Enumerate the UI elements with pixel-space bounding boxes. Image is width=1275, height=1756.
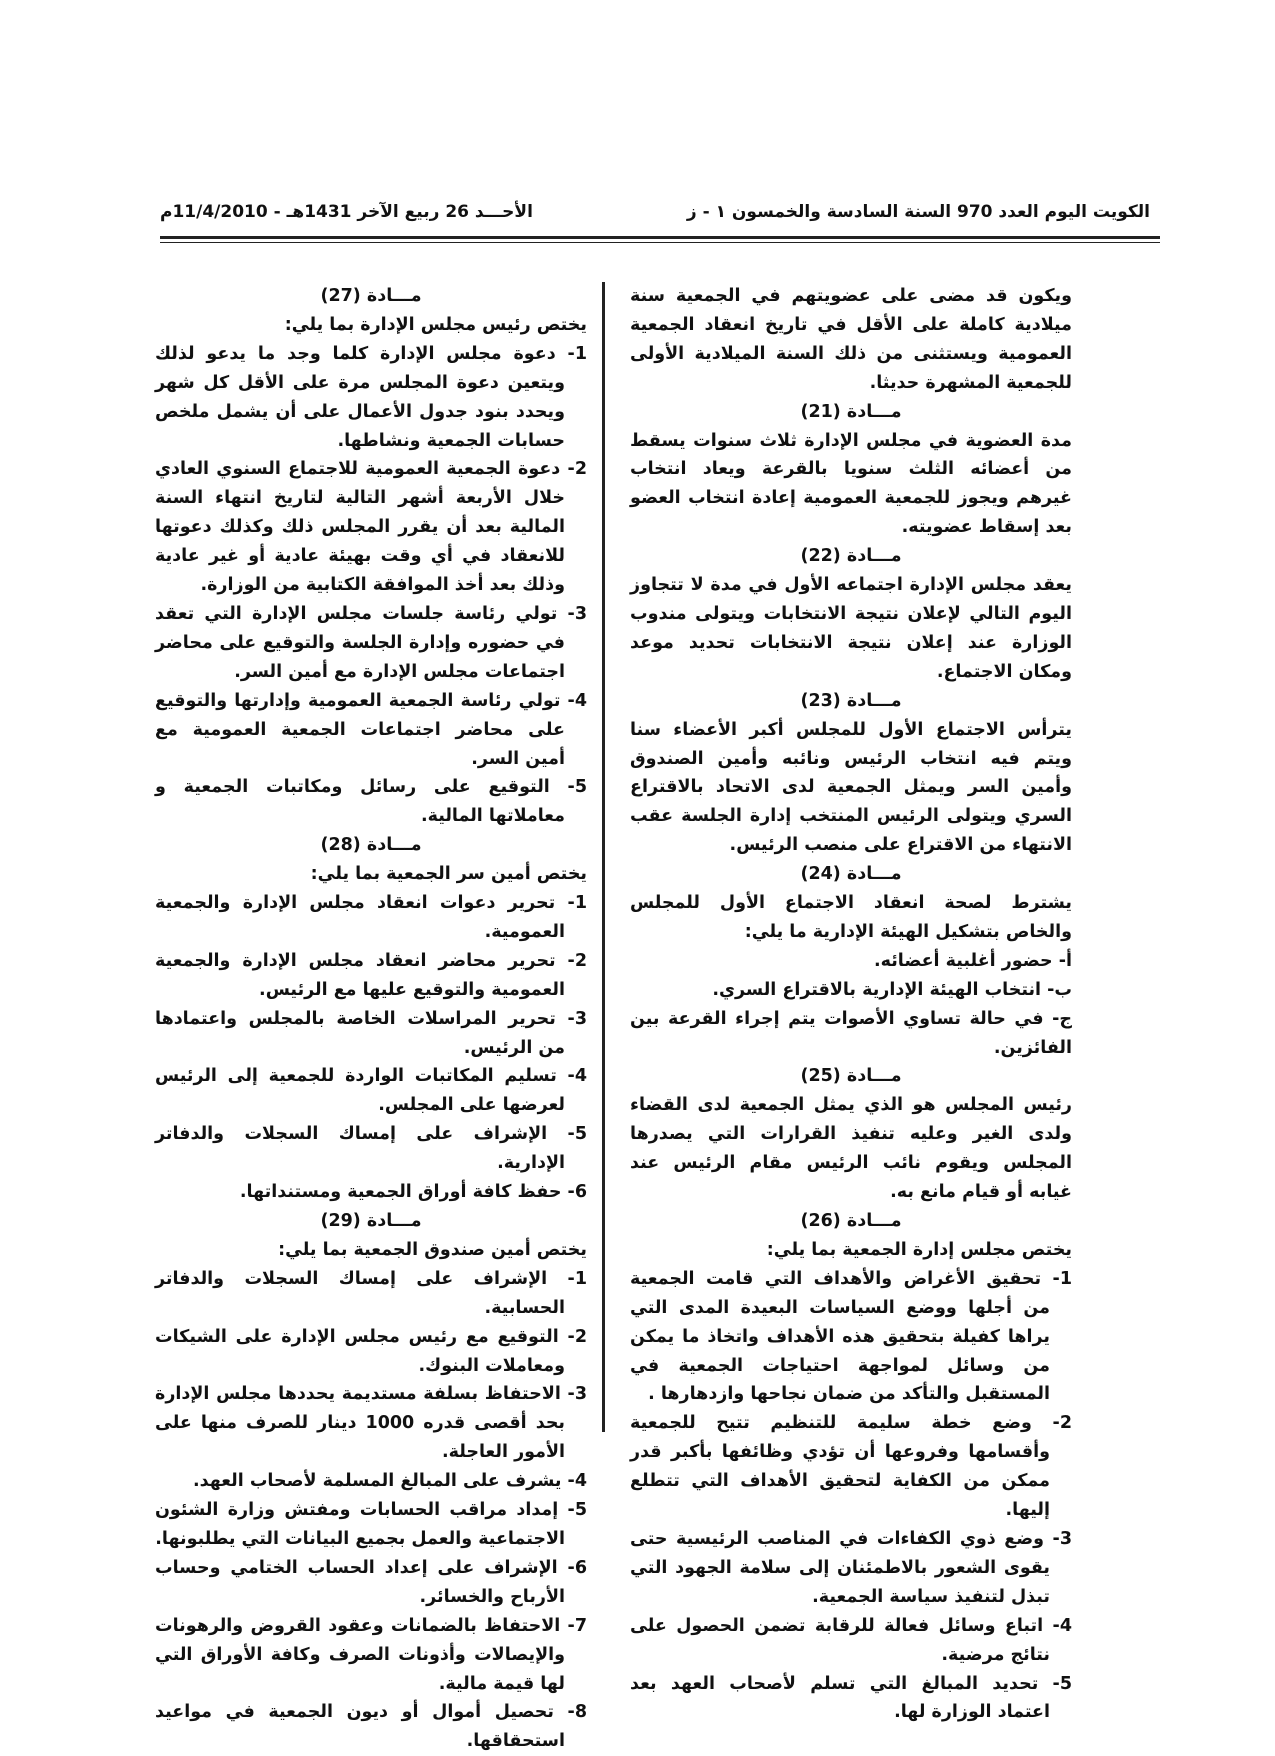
article-27-item: 4- تولي رئاسة الجمعية العمومية وإدارتها والتوقيع على محاضر اجتماعات الجمعية العمومية مع أمين السر. (155, 690, 587, 769)
article-29-title: مـــادة (29) (320, 1211, 422, 1231)
article-28-intro: يختص أمين سر الجمعية بما يلي: (310, 864, 587, 885)
right-column (630, 282, 1072, 1727)
article-29-intro: يختص أمين صندوق الجمعية بما يلي: (278, 1239, 587, 1260)
article-24-item: أ- حضور أغلبية أعضائه. (873, 950, 1072, 971)
article-26-item: 1- تحقيق الأغراض والأهداف التي قامت الجمعية من أجلها ووضع السياسات البعيدة المدى التي يراها كفيلة بتحقيق هذه الأهداف واتخاذ ما يمكن من وسائل لمواجهة احتياجات الجمعية في المستقبل والتأكد من ضمان نجاحها وازدهارها . (630, 1268, 1072, 1405)
article-23-text: يترأس الاجتماع الأول للمجلس أكبر الأعضاء سنا ويتم فيه انتخاب الرئيس ونائبه وأمين الصندوق وأمين السر ويمثل الجمعية لدى الاتحاد بالاقتراع السري ويتولى الرئيس المنتخب إدارة الجلسة عقب الانتهاء من الاقتراع على منصب الرئيس. (630, 719, 1072, 856)
article-28-item: 2- تحرير محاضر انعقاد مجلس الإدارة والجمعية العمومية والتوقيع عليها مع الرئيس. (155, 950, 587, 1000)
article-24-item: ج- في حالة تساوي الأصوات يتم إجراء القرعة بين الفائزين. (630, 1008, 1072, 1058)
page-header (160, 200, 1150, 240)
article-28-item: 6- حفظ كافة أوراق الجمعية ومستنداتها. (239, 1182, 587, 1203)
article-29-item: 6- الإشراف على إعداد الحساب الختامي وحساب الأرباح والخسائر. (155, 1557, 587, 1607)
article-22-text: يعقد مجلس الإدارة اجتماعه الأول في مدة لا تتجاوز اليوم التالي لإعلان نتيجة الانتخابات ويتولى مندوب الوزارة عند إعلان نتيجة الانتخابات تحديد موعد ومكان الاجتماع. (630, 575, 1072, 682)
article-24-title: مـــادة (24) (800, 864, 902, 885)
article-29-item: 5- إمداد مراقب الحسابات ومفتش وزارة الشئون الاجتماعية والعمل بجميع البيانات التي يطلبونها. (155, 1500, 587, 1549)
article-25-text: رئيس المجلس هو الذي يمثل الجمعية لدى القضاء ولدى الغير وعليه تنفيذ القرارات التي يصدرها المجلس ويقوم نائب الرئيس مقام الرئيس عند غيابه أو قيام مانع به. (630, 1095, 1072, 1203)
article-28-item: 4- تسليم المكاتبات الواردة للجمعية إلى الرئيس لعرضها على المجلس. (155, 1066, 587, 1116)
opening-paragraph: ويكون قد مضى على عضويتهم في الجمعية سنة ميلادية كاملة على الأقل في تاريخ انعقاد الجمعية العمومية ويستثنى من ذلك السنة الميلادية الأولى للجمعية المشهرة حديثا. (630, 286, 1072, 393)
article-29-item: 3- الاحتفاظ بسلفة مستديمة يحددها مجلس الإدارة بحد أقصى قدره 1000 دينار للصرف منها على الأمور العاجلة. (155, 1384, 587, 1463)
column-divider (602, 282, 605, 1432)
article-24-item: ب- انتخاب الهيئة الإدارية بالاقتراع السري. (712, 979, 1072, 1000)
article-29-item: 7- الاحتفاظ بالضمانات وعقود القروض والرهونات والإيصالات وأذونات الصرف وكافة الأوراق التي لها قيمة مالية. (155, 1615, 587, 1694)
header-rule-thin (160, 242, 1160, 243)
article-24-intro: يشترط لصحة انعقاد الاجتماع الأول للمجلس والخاص بتشكيل الهيئة الإدارية ما يلي: (630, 893, 1072, 942)
article-29-item: 2- التوقيع مع رئيس مجلس الإدارة على الشيكات ومعاملات البنوك. (155, 1326, 587, 1376)
article-27-intro: يختص رئيس مجلس الإدارة بما يلي: (284, 314, 587, 335)
article-28-item: 5- الإشراف على إمساك السجلات والدفاتر الإدارية. (155, 1124, 587, 1174)
article-28-item: 3- تحرير المراسلات الخاصة بالمجلس واعتمادها من الرئيس. (155, 1008, 587, 1058)
article-28-item: 1- تحرير دعوات انعقاد مجلس الإدارة والجمعية العمومية. (155, 893, 587, 942)
article-26-item: 3- وضع ذوي الكفاءات في المناصب الرئيسية حتى يقوى الشعور بالاطمئنان إلى سلامة الجهود التي تبذل لتنفيذ سياسة الجمعية. (630, 1528, 1072, 1607)
article-27-title: مـــادة (27) (320, 286, 422, 306)
article-27-item: 3- تولي رئاسة جلسات مجلس الإدارة التي تعقد في حضوره وإدارة الجلسة والتوقيع على محاضر اجتماعات مجلس الإدارة مع أمين السر. (155, 603, 587, 682)
article-26-intro: يختص مجلس إدارة الجمعية بما يلي: (766, 1239, 1072, 1260)
article-25-title: مـــادة (25) (800, 1066, 902, 1087)
header-issue-info: الكويت اليوم العدد 970 السنة السادسة والخمسون ١ - ز (686, 202, 1150, 222)
header-date: الأحـــد 26 ربيع الآخر 1431هـ - 11/4/2010م (160, 202, 533, 222)
article-26-title: مـــادة (26) (800, 1211, 902, 1231)
header-rule-thick (160, 236, 1160, 239)
article-22-title: مـــادة (22) (800, 546, 902, 567)
article-26-item: 4- اتباع وسائل فعالة للرقابة تضمن الحصول على نتائج مرضية. (630, 1615, 1072, 1665)
article-29-item: 1- الإشراف على إمساك السجلات والدفاتر الحسابية. (155, 1268, 587, 1318)
article-27-item: 2- دعوة الجمعية العمومية للاجتماع السنوي العادي خلال الأربعة أشهر التالية لتاريخ انتهاء السنة المالية بعد أن يقرر المجلس ذلك وكذلك دعوتها للانعقاد في أي وقت بهيئة عادية أو غير عادية وذلك بعد أخذ الموافقة الكتابية من الوزارة. (155, 459, 587, 596)
article-26-item: 2- وضع خطة سليمة للتنظيم تتيح للجمعية وأقسامها وفروعها أن تؤدي وظائفها بأكبر قدر ممكن من الكفاية لتحقيق الأهداف التي تتطلع إليها. (630, 1413, 1072, 1521)
article-29-item: 4- يشرف على المبالغ المسلمة لأصحاب العهد. (192, 1471, 587, 1492)
article-21-title: مـــادة (21) (800, 401, 902, 422)
left-column (155, 282, 587, 1756)
article-21-text: مدة العضوية في مجلس الإدارة ثلاث سنوات يسقط من أعضائه الثلث سنويا بالقرعة ويعاد انتخاب غيرهم ويجوز للجمعية العمومية إعادة انتخاب العضو بعد إسقاط عضويته. (630, 430, 1072, 538)
article-27-item: 1- دعوة مجلس الإدارة كلما وجد ما يدعو لذلك ويتعين دعوة المجلس مرة على الأقل كل شهر ويحدد بنود جدول الأعمال على أن يشمل ملخص حسابات الجمعية ونشاطها. (155, 343, 587, 451)
article-29-item: 8- تحصيل أموال أو ديون الجمعية في مواعيد استحقاقها. (155, 1702, 587, 1752)
article-26-item: 5- تحديد المبالغ التي تسلم لأصحاب العهد بعد اعتماد الوزارة لها. (630, 1673, 1072, 1723)
article-28-title: مـــادة (28) (320, 835, 422, 856)
article-27-item: 5- التوقيع على رسائل ومكاتبات الجمعية و معاملاتها المالية. (155, 777, 587, 827)
article-23-title: مـــادة (23) (800, 690, 902, 711)
